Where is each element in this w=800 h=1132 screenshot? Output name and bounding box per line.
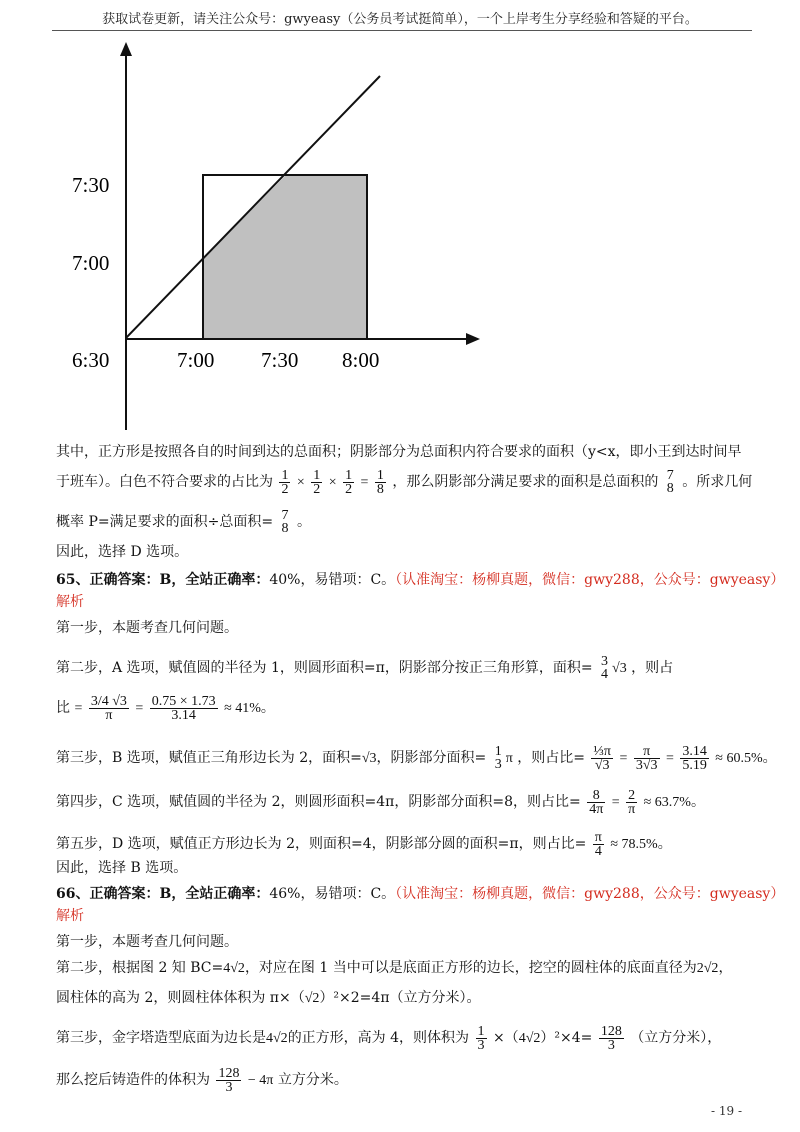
- fraction-half: $\frac{1}{2}$: [313, 467, 321, 497]
- q66-step-2: 第二步，根据图 2 知 BC=4√2，对应在图 1 当中可以是底面正方形的边长，挖空的圆柱体的底面直径为2√2，: [56, 960, 733, 976]
- fraction-seven-eighths: 7 8: [281, 508, 289, 536]
- q64-conclusion: 因此，选择 D 选项。: [56, 544, 189, 560]
- q65-step-2-calc: 比 = $\frac{3/4 √3}{\pi}$ = $\frac{0.75 \times 1.73}{3.14}$ ≈ 41%。: [56, 693, 275, 723]
- fraction-half: $\frac{1}{2}$: [281, 467, 289, 497]
- ad-text: （认准淘宝：杨柳真题，微信：gwy288，公众号：gwyeasy）: [395, 572, 785, 588]
- q66-step-3: 第三步，金字塔造型底面为边长是4√2的正方形，高为 4，则体积为 $\frac{1}{3}$ ×（4√2）²×4= $\frac{128}{3}$ （立方分米），: [56, 1023, 722, 1053]
- q65-step-2: 第二步，A 选项，赋值圆的半径为 1，则圆形面积=π，阴影部分按正三角形算，面积= 3 4 √3 ，则占: [56, 654, 674, 682]
- q64-text-line-1: 其中，正方形是按照各自的时间到达的总面积；阴影部分为总面积内符合要求的面积（y<x，即小王到达时间早: [56, 444, 742, 460]
- fraction-seven-eighths: 7 8: [666, 468, 674, 496]
- q66-step-2-cont: 圆柱体的高为 2，则圆柱体体积为 π×（√2）²×2=4π（立方分米）。: [56, 990, 481, 1006]
- q66-step-1: 第一步，本题考查几何问题。: [56, 934, 238, 950]
- q65-step-3: 第三步，B 选项，赋值正三角形边长为 2，面积=√3，阴影部分面积= 1 3 π ，则占比= $\frac{\text{⅓π}}{√3}$ = $\frac{\pi}{3√3}$ = $\frac{3.14}{5.19}$ ≈ 60.5%。: [56, 743, 777, 773]
- page-header: 获取试卷更新，请关注公众号：gwyeasy（公务员考试挺简单），一个上岸考生分享经验和答疑的平台。: [102, 12, 698, 27]
- q65-conclusion: 因此，选择 B 选项。: [56, 860, 188, 876]
- x-label-800: 8:00: [342, 348, 380, 372]
- y-label-730: 7:30: [72, 173, 110, 197]
- x-label-730: 7:30: [261, 348, 299, 372]
- q65-step-1: 第一步，本题考查几何问题。: [56, 620, 238, 636]
- q65-step-5: 第五步，D 选项，赋值正方形边长为 2，则面积=4，阴影部分圆的面积=π，则占比= $\frac{\pi}{4}$ ≈ 78.5%。: [56, 829, 672, 859]
- q64-text-line-2: 于班车）。白色不符合要求的占比为 $\frac{1}{2}$ × $\frac{1}{2}$ × $\frac{1}{2}$ = $\frac{1}{8}$ ，那么阴影部分满足要求的面积是总面积的 7 8 。所求几何: [56, 467, 753, 497]
- y-label-700: 7:00: [72, 251, 110, 275]
- y-axis-arrow-icon: [120, 42, 132, 56]
- page-number: - 19 -: [710, 1104, 742, 1118]
- probability-diagram: [60, 38, 500, 438]
- q66-jiexi-label: 解析: [56, 908, 84, 924]
- q65-jiexi-label: 解析: [56, 594, 84, 610]
- fraction-area-ratio: $\frac{3/4 √3}{\pi}$: [90, 693, 127, 723]
- q64-text-line-3: 概率 P=满足要求的面积÷总面积= 7 8 。: [56, 508, 311, 536]
- ad-text: （认准淘宝：杨柳真题，微信：gwy288，公众号：gwyeasy）: [395, 886, 785, 902]
- x-label-700: 7:00: [177, 348, 215, 372]
- x-axis-arrow-icon: [466, 333, 480, 345]
- q66-answer-line: 66、正确答案：B，全站正确率：46%，易错项：C。（认准淘宝：杨柳真题，微信：gwy288，公众号：gwyeasy）: [56, 886, 785, 902]
- header-divider: [52, 30, 752, 31]
- fraction-eighth: $\frac{1}{8}$: [376, 467, 384, 497]
- fraction-half: $\frac{1}{2}$: [345, 467, 353, 497]
- q66-step-3-cont: 那么挖后铸造件的体积为 $\frac{128}{3}$ − 4π 立方分米。: [56, 1065, 348, 1095]
- q65-step-4: 第四步，C 选项，赋值圆的半径为 2，则圆形面积=4π，阴影部分面积=8，则占比= $\frac{8}{4\pi}$ = $\frac{2}{\pi}$ ≈ 63.7%。: [56, 787, 705, 817]
- q65-answer-line: 65、正确答案：B，全站正确率：40%，易错项：C。（认准淘宝：杨柳真题，微信：gwy288，公众号：gwyeasy）: [56, 572, 785, 588]
- origin-label-630: 6:30: [72, 348, 110, 372]
